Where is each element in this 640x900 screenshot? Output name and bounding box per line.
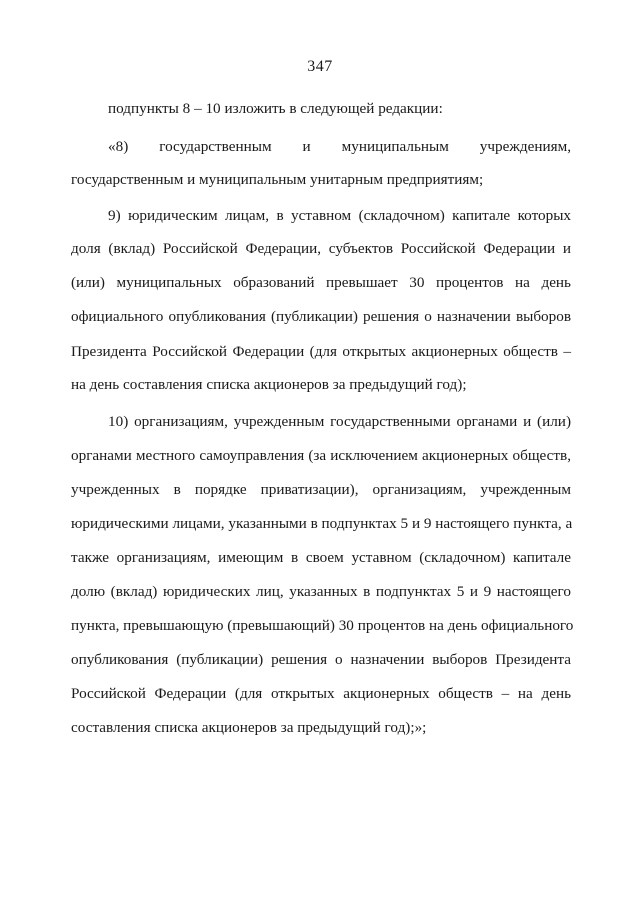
text-line: на день составления списка акционеров за предыдущий год); [71, 376, 467, 393]
text-line: официального опубликования (публикации) решения о назначении выборов [71, 308, 571, 325]
text-line: составления списка акционеров за предыдущий год);»; [71, 719, 427, 736]
text-line: пункта, превышающую (превышающий) 30 процентов на день официального [71, 617, 574, 634]
text-line: (или) муниципальных образований превышает 30 процентов на день [71, 274, 571, 291]
text-line: доля (вклад) Российской Федерации, субъектов Российской Федерации и [71, 240, 571, 257]
text-line: учрежденных в порядке приватизации), организациям, учрежденным [71, 481, 571, 498]
text-line: подпункты 8 – 10 изложить в следующей редакции: [108, 100, 443, 117]
text-line: 10) организациям, учрежденным государственными органами и (или) [108, 413, 571, 430]
text-line: «8) государственным и муниципальным учреждениям, [108, 138, 571, 155]
text-line: Российской Федерации (для открытых акционерных обществ – на день [71, 685, 571, 702]
text-line: Президента Российской Федерации (для открытых акционерных обществ – [71, 343, 571, 360]
text-line: юридическими лицами, указанными в подпунктах 5 и 9 настоящего пункта, а [71, 515, 573, 532]
text-line: органами местного самоуправления (за исключением акционерных обществ, [71, 447, 571, 464]
text-line: опубликования (публикации) решения о назначении выборов Президента [71, 651, 571, 668]
text-line: также организациям, имеющим в своем уставном (складочном) капитале [71, 549, 571, 566]
text-line: 9) юридическим лицам, в уставном (складочном) капитале которых [108, 207, 571, 224]
text-line: долю (вклад) юридических лиц, указанных в подпунктах 5 и 9 настоящего [71, 583, 571, 600]
page-number: 347 [307, 58, 333, 75]
text-line: государственным и муниципальным унитарным предприятиям; [71, 171, 484, 188]
